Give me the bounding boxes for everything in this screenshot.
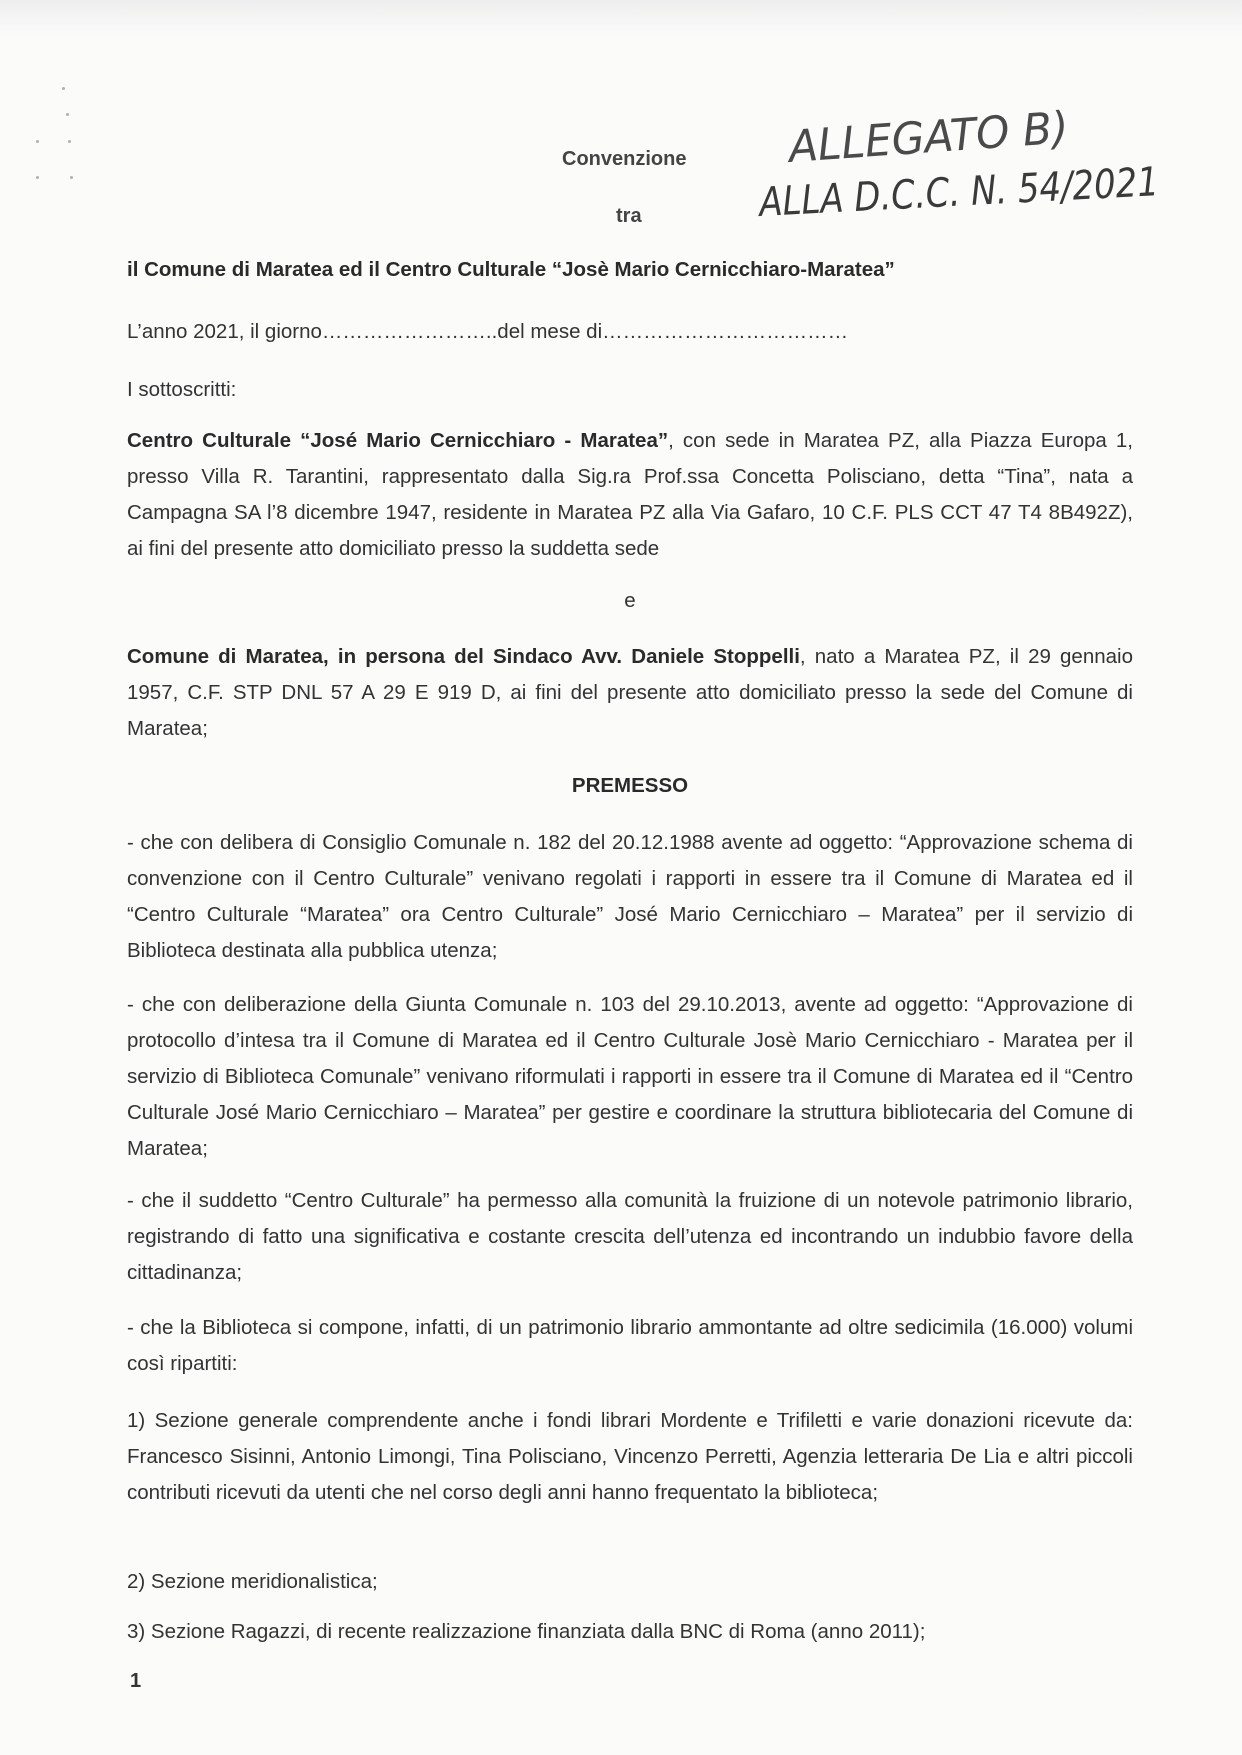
date-line: L’anno 2021, il giorno……………………..del mese di……………………………… (127, 320, 849, 343)
premesso-heading: PREMESSO (571, 774, 689, 797)
scan-speck (36, 176, 39, 179)
scan-speck (68, 140, 71, 143)
party-2-name: Comune di Maratea, in persona del Sindaco Avv. Daniele Stoppelli (127, 645, 800, 668)
recital-paragraph: - che con delibera di Consiglio Comunale n. 182 del 20.12.1988 avente ad oggetto: “Approvazione schema di convenzione con il Centro Culturale” venivano regolati i rapporti in essere tra il Comune di Maratea ed il “Centro Culturale “Maratea” ora Centro Culturale” José Mario Cernicchiaro – Maratea” per il servizio di Biblioteca destinata alla pubblica utenza; (127, 831, 1133, 962)
list-item: 1) Sezione generale comprendente anche i fondi librari Mordente e Trifiletti e varie donazioni ricevute da: Francesco Sisinni, Antonio Limongi, Tina Polisciano, Vincenzo Perretti, Agenzia letteraria De Lia e altri piccoli contributi ricevuti da utenti che nel corso degli anni hanno frequentato la biblioteca; (127, 1409, 1133, 1504)
recital-paragraph: - che il suddetto “Centro Culturale” ha permesso alla comunità la fruizione di un notevole patrimonio librario, registrando di fatto una significativa e costante crescita dell’utenza ed incontrando un indubbio favore della cittadinanza; (127, 1189, 1133, 1284)
annotation-line-2: ALLA D.C.C. N. 54/2021 (758, 155, 1231, 226)
handwritten-annotation (758, 101, 1231, 237)
scan-speck (66, 113, 69, 116)
document-subtitle: tra (616, 205, 642, 227)
party-2-details: , nato a Maratea PZ, il 29 gennaio 1957, C.F. STP DNL 57 A 29 E 919 D, ai fini del presente atto domiciliato presso la sede del Comune di Maratea; (127, 645, 1133, 740)
signatories-label: I sottoscritti: (127, 378, 237, 401)
list-item: 2) Sezione meridionalistica; (127, 1570, 378, 1593)
parties-heading: il Comune di Maratea ed il Centro Culturale “Josè Mario Cernicchiaro-Maratea” (127, 258, 895, 281)
list-item: 3) Sezione Ragazzi, di recente realizzazione finanziata dalla BNC di Roma (anno 2011); (127, 1620, 926, 1643)
annotation-line-1: ALLEGATO B) (787, 101, 1081, 173)
party-1-name: Centro Culturale “José Mario Cernicchiaro - Maratea” (127, 429, 669, 452)
party-1-paragraph (127, 423, 1133, 567)
scan-speck (62, 87, 65, 90)
recital-paragraph: - che la Biblioteca si compone, infatti, di un patrimonio librario ammontante ad oltre sedicimila (16.000) volumi così ripartiti: (127, 1316, 1133, 1375)
party-2-paragraph (127, 639, 1133, 747)
document-title: Convenzione (562, 148, 687, 170)
scan-speck (36, 140, 39, 143)
scan-speck (70, 176, 73, 179)
conjunction: e (624, 589, 636, 612)
page-number: 1 (130, 1670, 142, 1692)
scan-edge-shadow (0, 0, 1242, 36)
party-1-details: , con sede in Maratea PZ, alla Piazza Europa 1, presso Villa R. Tarantini, rappresentato dalla Sig.ra Prof.ssa Concetta Polisciano, detta “Tina”, nata a Campagna SA l’8 dicembre 1947, residente in Maratea PZ alla Via Gafaro, 10 C.F. PLS CCT 47 T4 8B492Z), ai fini del presente atto domiciliato presso la suddetta sede (127, 429, 1134, 560)
recital-paragraph: - che con deliberazione della Giunta Comunale n. 103 del 29.10.2013, avente ad oggetto: “Approvazione di protocollo d’intesa tra il Comune di Maratea ed il Centro Culturale Josè Mario Cernicchiaro - Maratea per il servizio di Biblioteca Comunale” venivano riformulati i rapporti in essere tra il Comune di Maratea ed il “Centro Culturale José Mario Cernicchiaro – Maratea” per gestire e coordinare la struttura bibliotecaria del Comune di Maratea; (127, 993, 1133, 1160)
